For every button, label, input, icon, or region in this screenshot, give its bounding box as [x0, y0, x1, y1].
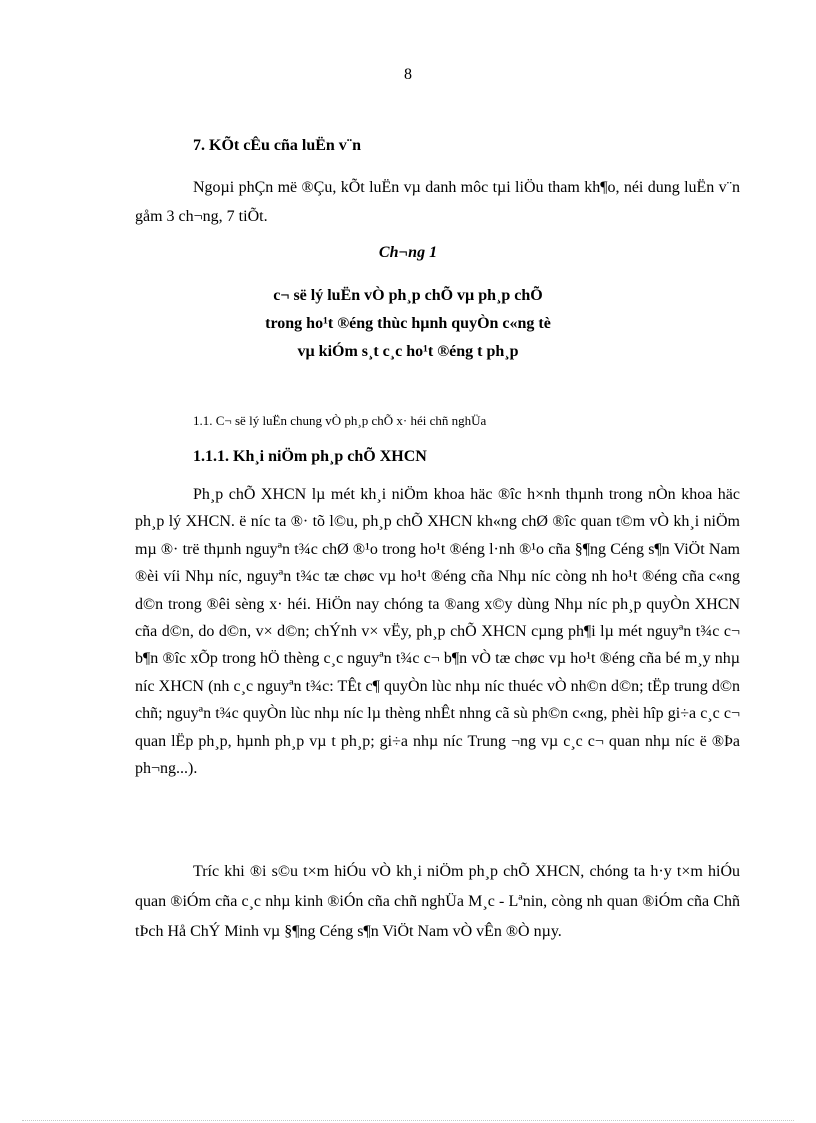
subsection-heading-1-1-1: 1.1.1. Kh¸i niÖm ph¸p chÕ XHCN [193, 448, 427, 465]
chapter-title [0, 282, 816, 366]
intro-paragraph: Ngoµi phÇn më ®Çu, kÕt luËn vµ danh môc tµi liÖu tham kh¶o, néi dung luËn v¨n gåm 3 ch¬ng, 7 tiÕt. [135, 179, 740, 225]
body-paragraph: Ph¸p chÕ XHCN lµ mét kh¸i niÖm khoa häc ®îc h×nh thµnh trong nÒn khoa häc ph¸p lý XHCN. ë níc ta ®· tõ l©u, ph¸p chÕ XHCN kh«ng chØ ®îc quan t©m vÒ kh¸i niÖm mµ ®· trë thµnh nguyªn t¾c chØ ®¹o trong ho¹t ®éng l·nh ®¹o cña §¶ng Céng s¶n ViÖt Nam ®èi víi Nhµ níc, nguyªn t¾c tæ chøc vµ ho¹t ®éng cña Nhµ níc còng nh ho¹t ®éng cña c«ng d©n trong ®êi sèng x· héi. HiÖn nay chóng ta ®ang x©y dùng Nhµ níc ph¸p quyÒn XHCN cña d©n, do d©n, v× d©n; chÝnh v× vËy, ph¸p chÕ XHCN cµng ph¶i lµ mét nguyªn t¾c c¬ b¶n ®îc xÕp trong hÖ thèng c¸c nguyªn t¾c c¬ b¶n vÒ tæ chøc vµ ho¹t ®éng cña bé m¸y nhµ níc XHCN (nh c¸c nguyªn t¾c: TÊt c¶ quyÒn lùc nhµ níc thuéc vÒ nh©n d©n; tËp trung d©n chñ; nguyªn t¾c quyÒn lùc nhµ níc lµ thèng nhÊt nhng cã sù ph©n c«ng, phèi hîp gi÷a c¸c c¬ quan lËp ph¸p, hµnh ph¸p vµ t ph¸p; gi÷a nhµ níc Trung ¬ng vµ c¸c c¬ quan nhµ níc ë ®Þa ph¬ng...). [135, 486, 740, 778]
subsection-heading-1-1: 1.1. C¬ së lý luËn chung vÒ ph¸p chÕ x· héi chñ nghÜa [193, 413, 487, 428]
chapter-title-line: vµ kiÓm s¸t c¸c ho¹t ®éng t ph¸p [297, 343, 519, 360]
chapter-title-line: trong ho¹t ®éng thùc hµnh quyÒn c«ng tè [265, 315, 551, 332]
chapter-label: Ch¬ng 1 [378, 244, 438, 261]
chapter-title-line: c¬ së lý luËn vÒ ph¸p chÕ vµ ph¸p chÕ [273, 287, 543, 304]
body-paragraph: Tríc khi ®i s©u t×m hiÓu vÒ kh¸i niÖm ph¸p chÕ XHCN, chóng ta h·y t×m hiÓu quan ®iÓm cña c¸c nhµ kinh ®iÓn cña chñ nghÜa M¸c - Lªnin, còng nh quan ®iÓm cña Chñ tÞch Hå ChÝ Minh vµ §¶ng Céng s¶n ViÖt Nam vÒ vÊn ®Ò nµy. [135, 863, 740, 940]
page-bottom-rule [22, 1120, 794, 1121]
page-number: 8 [404, 66, 412, 83]
section-heading: 7. KÕt cÊu cña luËn v¨n [193, 137, 362, 154]
